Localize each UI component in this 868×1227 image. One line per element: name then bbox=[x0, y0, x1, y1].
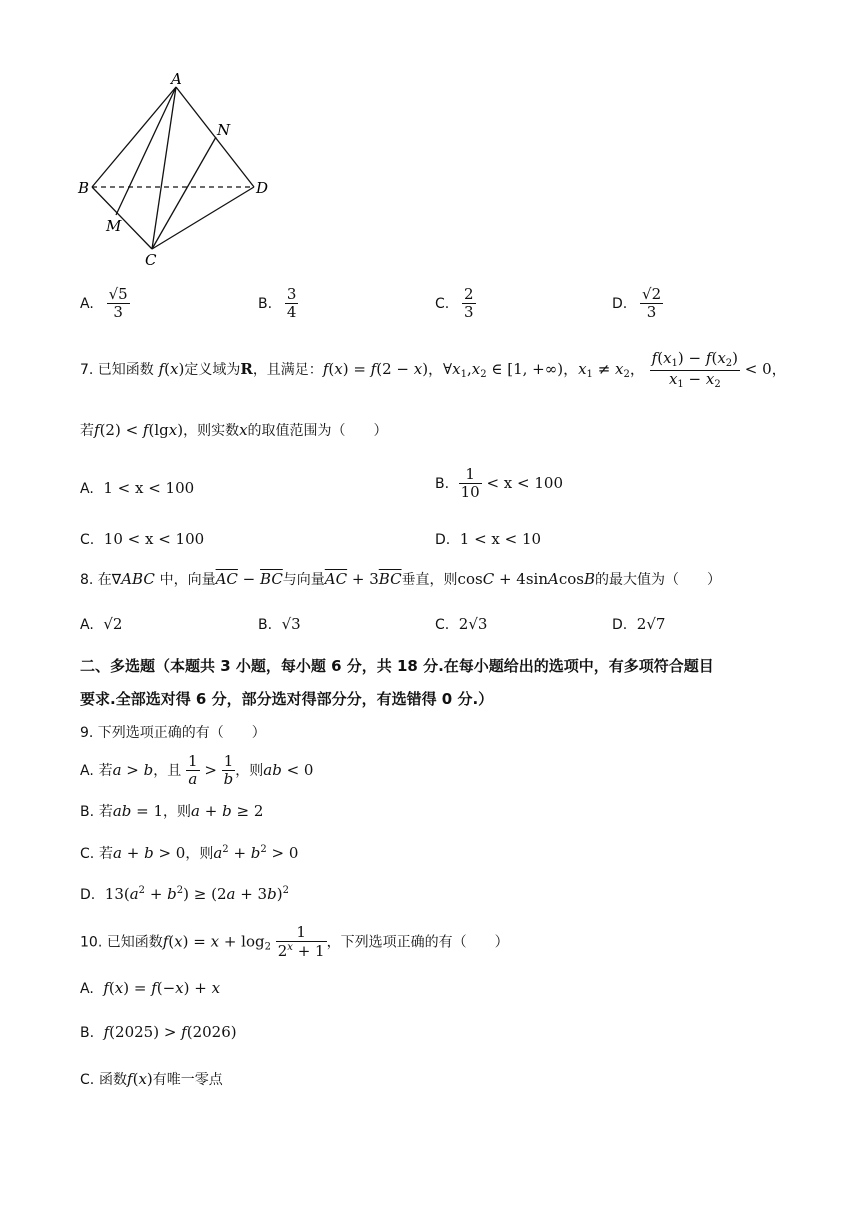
q10-option-c: C. 函数f(x)有唯一零点 bbox=[80, 1070, 223, 1088]
label-N: N bbox=[217, 121, 231, 139]
q10-option-a: A. f(x) = f(−x) + x bbox=[80, 979, 221, 997]
q6-option-c: C. $\frac{2}{3}$ bbox=[435, 285, 474, 322]
section-heading-line2: 要求.全部选对得 6 分，部分选对得部分分，有选错得 0 分.） bbox=[80, 690, 494, 708]
q10-option-b: B. f(2025) > f(2026) bbox=[80, 1023, 237, 1041]
q7-stem-line1: 7. 已知函数 f(x)定义域为R，且满足：f(x) = f(2 − x)，$\forall x_1,x_2$ ∈ [1, +∞)，$x_1 \ne x_2$， $\frac{f(x_1) - f(x_2)}{x_1 - x_2}$ < 0， bbox=[80, 349, 787, 390]
q8-option-c: C. 2√3 bbox=[435, 615, 488, 633]
q9-stem: 9. 下列选项正确的有（ ） bbox=[80, 725, 266, 741]
label-D: D bbox=[256, 179, 269, 197]
label-B: B bbox=[78, 179, 90, 197]
label-M: M bbox=[106, 217, 122, 235]
section-heading-line1: 二、多选题（本题共 3 小题，每小题 6 分，共 18 分.在每小题给出的选项中，有多项符合题目 bbox=[80, 657, 714, 675]
label-C: C bbox=[145, 251, 157, 269]
q9-option-a: A. 若a > b，且 $\frac{1}{a}$ > $\frac{1}{b}$ ，则ab < 0 bbox=[80, 752, 314, 789]
q7-option-a: A. 1 < x < 100 bbox=[80, 479, 195, 497]
q6-option-b: B. $\frac{3}{4}$ bbox=[258, 285, 297, 322]
q10-stem: 10. 已知函数$f(x) = x + \log_2$ $\frac{1}{2^x + 1}$ ，下列选项正确的有（ ） bbox=[80, 923, 509, 961]
q9-option-c: C. 若a + b > 0，则$a^2 + b^2 > 0$ bbox=[80, 844, 299, 862]
q8-option-b: B. √3 bbox=[258, 615, 301, 633]
q7-option-d: D. 1 < x < 10 bbox=[435, 530, 542, 548]
q6-option-a: A. $\frac{√5}{3}$ bbox=[80, 285, 128, 322]
q9-option-d: D. $13(a^2 + b^2) \ge (2a + 3b)^2$ bbox=[80, 885, 289, 903]
q6-option-d: D. $\frac{√2}{3}$ bbox=[612, 285, 662, 322]
q7-option-c: C. 10 < x < 100 bbox=[80, 530, 205, 548]
q8-option-d: D. 2√7 bbox=[612, 615, 666, 633]
label-A: A bbox=[171, 70, 182, 88]
tetrahedron-figure bbox=[70, 65, 290, 270]
q7-stem-line2: 若f(2) < f(lgx)，则实数x的取值范围为（ ） bbox=[80, 421, 388, 439]
q7-option-b: B. $\frac{1}{10}$ < x < 100 bbox=[435, 465, 564, 502]
q8-stem: 8. 在∇ABC 中，向量$\overline{AC} - \overline{BC}$与向量$\overline{AC} + 3\overline{BC}$垂直，则cosC + 4sinAcosB的最大值为（ ） bbox=[80, 570, 721, 588]
q9-option-b: B. 若ab = 1，则a + b ≥ 2 bbox=[80, 802, 264, 820]
q8-option-a: A. √2 bbox=[80, 615, 123, 633]
